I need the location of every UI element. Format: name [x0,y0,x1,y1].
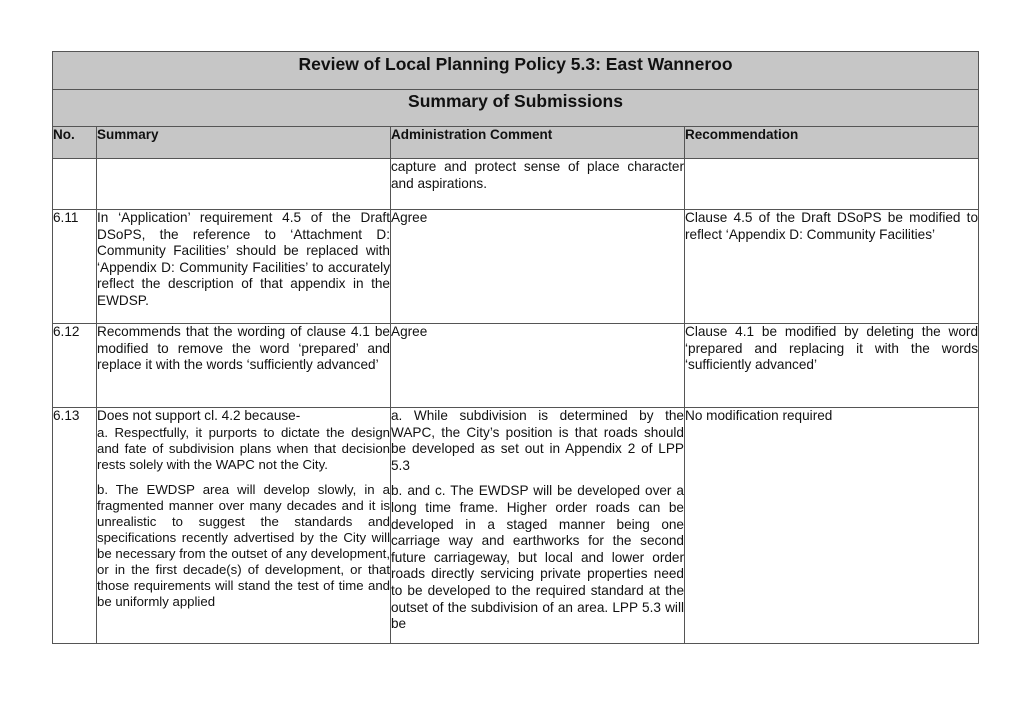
recommendation-cell [685,159,979,210]
recommendation-cell [685,324,979,408]
summary-cell [97,408,391,644]
comment-cell [391,408,685,644]
summary-cell [97,159,391,210]
summary-point-b: b. The EWDSP area will develop slowly, in a fragmented manner over many decades and it is unrealistic to suggest the standards and specifications recently advertised by the City will be necessary from the outset of any development, or in the first decade(s) of development, or that those requirements will stand the test of time and be uniformly applied [97,481,390,609]
header-row [53,127,979,159]
recommendation-text: Clause 4.5 of the Draft DSoPS be modified to reflect ‘Appendix D: Community Facilities’ [685,210,979,242]
comment-cell [391,210,685,324]
document-title: Review of Local Planning Policy 5.3: East Wanneroo [53,52,979,90]
summary-cell [97,210,391,324]
table-row [53,408,979,644]
comment-point-b: b. and c. The EWDSP will be developed over a long time frame. Higher order roads can be developed in a staged manner being one carriage way and earthworks for the second future carriageway, but local and lower order roads directly servicing private properties need to be developed to the required standard at the outset of the subdivision of an area. LPP 5.3 will be [391,483,684,632]
table-row [53,324,979,408]
comment-text: Agree [391,324,428,339]
summary-cell [97,324,391,408]
column-header-summary: Summary [97,127,391,159]
title-row [53,52,979,90]
column-header-comment: Administration Comment [391,127,685,159]
recommendation-text: Clause 4.1 be modified by deleting the word ‘prepared and replacing it with the words ‘sufficiently advanced’ [685,324,979,373]
column-header-recommendation: Recommendation [685,127,979,159]
summary-text: Recommends that the wording of clause 4.1 be modified to remove the word ‘prepared’ and replace it with the words ‘sufficiently advanced’ [97,324,390,373]
subtitle-row [53,90,979,127]
comment-point-a: a. While subdivision is determined by the WAPC, the City’s position is that roads should be developed as set out in Appendix 2 of LPP 5.3 [391,408,684,473]
summary-text: In ‘Application’ requirement 4.5 of the Draft DSoPS, the reference to ‘Attachment D: Community Facilities’ should be replaced with ‘Appendix D: Community Facilities’ to accurately reflect the description of that appendix in the EWDSP. [97,210,390,308]
submissions-table [52,51,979,644]
row-number [53,159,97,210]
recommendation-cell [685,210,979,324]
comment-cell [391,159,685,210]
comment-text: capture and protect sense of place character and aspirations. [391,159,684,191]
summary-point-a: a. Respectfully, it purports to dictate the design and fate of subdivision plans when that decision rests solely with the WAPC not the City. [97,424,390,472]
summary-intro: Does not support cl. 4.2 because- [97,408,301,423]
row-number: 6.13 [53,408,97,644]
column-header-no: No. [53,127,97,159]
comment-text: Agree [391,210,428,225]
row-number: 6.12 [53,324,97,408]
table-row [53,210,979,324]
table-row [53,159,979,210]
document-subtitle: Summary of Submissions [53,90,979,127]
row-number: 6.11 [53,210,97,324]
recommendation-text: No modification required [685,408,833,423]
comment-cell [391,324,685,408]
recommendation-cell [685,408,979,644]
